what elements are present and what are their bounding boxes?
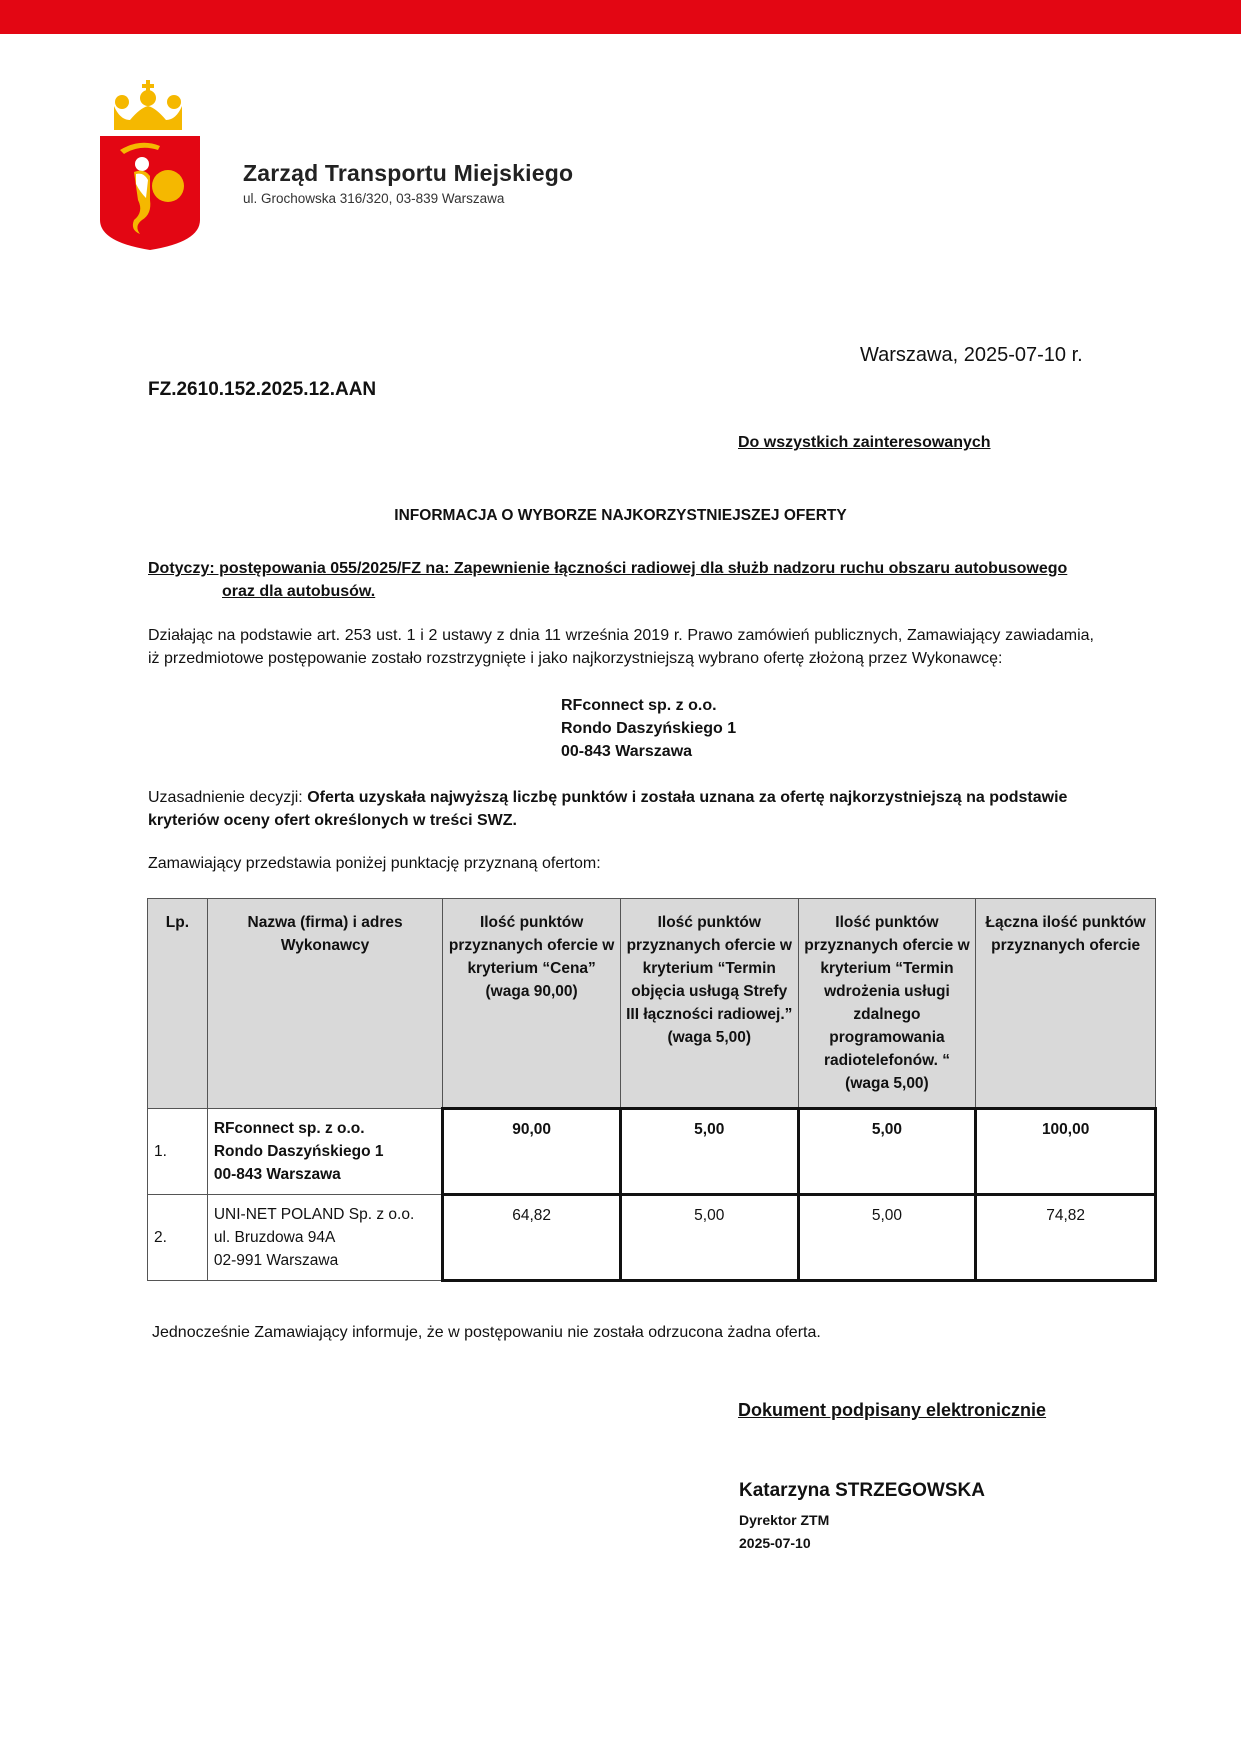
signed-electronically: Dokument podpisany elektronicznie: [738, 1400, 1047, 1420]
justification: [148, 786, 1094, 832]
subject-line-1: Dotyczy: postępowania 055/2025/FZ na: Zapewnienie łączności radiowej dla służb nadzoru ruchu obszaru autobusowego: [148, 560, 1068, 577]
winner-name: RFconnect sp. z o.o.: [561, 697, 717, 714]
header-lp: Lp.: [148, 899, 208, 1109]
justification-label: Uzasadnienie decyzji:: [148, 789, 308, 806]
row-price: 64,82: [443, 1195, 621, 1281]
org-name: Zarząd Transportu Miejskiego: [243, 160, 574, 186]
table-intro: Zamawiający przedstawia poniżej punktację przyznaną ofertom:: [148, 855, 601, 872]
header-term-zone: Ilość punktów przyznanych ofercie w kryterium “Termin objęcia usługą Strefy III łączności radiowej.” (waga 5,00): [620, 899, 798, 1109]
reference-number: FZ.2610.152.2025.12.AAN: [148, 379, 377, 400]
winner-street: Rondo Daszyńskiego 1: [561, 720, 737, 737]
winner-city: 00-843 Warszawa: [561, 743, 693, 760]
header-price: Ilość punktów przyznanych ofercie w kryterium “Cena” (waga 90,00): [443, 899, 621, 1109]
row-term-programming: 5,00: [798, 1109, 976, 1195]
signer-role: Dyrektor ZTM: [739, 1512, 830, 1528]
warsaw-mermaid-coat-of-arms-icon: [100, 80, 200, 250]
row-term-zone: 5,00: [620, 1195, 798, 1281]
row-total: 74,82: [976, 1195, 1156, 1281]
firm-street: Rondo Daszyńskiego 1: [213, 1143, 384, 1160]
firm-street: ul. Bruzdowa 94A: [213, 1229, 336, 1246]
row-lp: 2.: [148, 1195, 208, 1281]
winner-block: [561, 694, 736, 763]
firm-name: RFconnect sp. z o.o.: [213, 1120, 365, 1137]
header-total: Łączna ilość punktów przyznanych ofercie: [976, 899, 1156, 1109]
table-row: [148, 1109, 1156, 1195]
header-firm: Nazwa (firma) i adres Wykonawcy: [207, 899, 442, 1109]
org-address: ul. Grochowska 316/320, 03-839 Warszawa: [243, 191, 505, 206]
scores-table: [147, 898, 1157, 1282]
row-term-programming: 5,00: [798, 1195, 976, 1281]
rejection-note: Jednocześnie Zamawiający informuje, że w postępowaniu nie została odrzucona żadna oferta.: [152, 1324, 821, 1341]
header-term-programming: Ilość punktów przyznanych ofercie w kryterium “Termin wdrożenia usługi zdalnego programowania radiotelefonów. “ (waga 5,00): [798, 899, 976, 1109]
row-lp: 1.: [148, 1109, 208, 1195]
subject-line-2: oraz dla autobusów.: [222, 583, 376, 600]
row-term-zone: 5,00: [620, 1109, 798, 1195]
table-row: [148, 1195, 1156, 1281]
org-header: [243, 160, 573, 206]
row-price: 90,00: [443, 1109, 621, 1195]
document-title: INFORMACJA O WYBORZE NAJKORZYSTNIEJSZEJ OFERTY: [394, 507, 847, 524]
row-total: 100,00: [976, 1109, 1156, 1195]
firm-name: UNI-NET POLAND Sp. z o.o.: [213, 1206, 415, 1223]
firm-city: 02-991 Warszawa: [213, 1252, 339, 1269]
document-date: Warszawa, 2025-07-10 r.: [860, 344, 1083, 366]
addressee: Do wszystkich zainteresowanych: [738, 434, 991, 451]
subject: [148, 557, 1094, 603]
firm-city: 00-843 Warszawa: [213, 1166, 341, 1183]
main-paragraph: Działając na podstawie art. 253 ust. 1 i 2 ustawy z dnia 11 września 2019 r. Prawo zamówień publicznych, Zamawiający zawiadamia, iż przedmiotowe postępowanie zostało rozstrzygnięte i jako najkorzystniejszą wybrano ofertę złożoną przez Wykonawcę:: [148, 627, 1094, 667]
justification-text: Oferta uzyskała najwyższą liczbę punktów i została uznana za ofertę najkorzystniejszą na podstawie kryteriów oceny ofert określonych w treści SWZ.: [148, 789, 1068, 829]
top-red-bar: [0, 0, 1241, 34]
row-firm: [207, 1109, 442, 1195]
signer-date: 2025-07-10: [739, 1535, 811, 1551]
row-firm: [207, 1195, 442, 1281]
signer-name: Katarzyna STRZEGOWSKA: [739, 1480, 985, 1501]
